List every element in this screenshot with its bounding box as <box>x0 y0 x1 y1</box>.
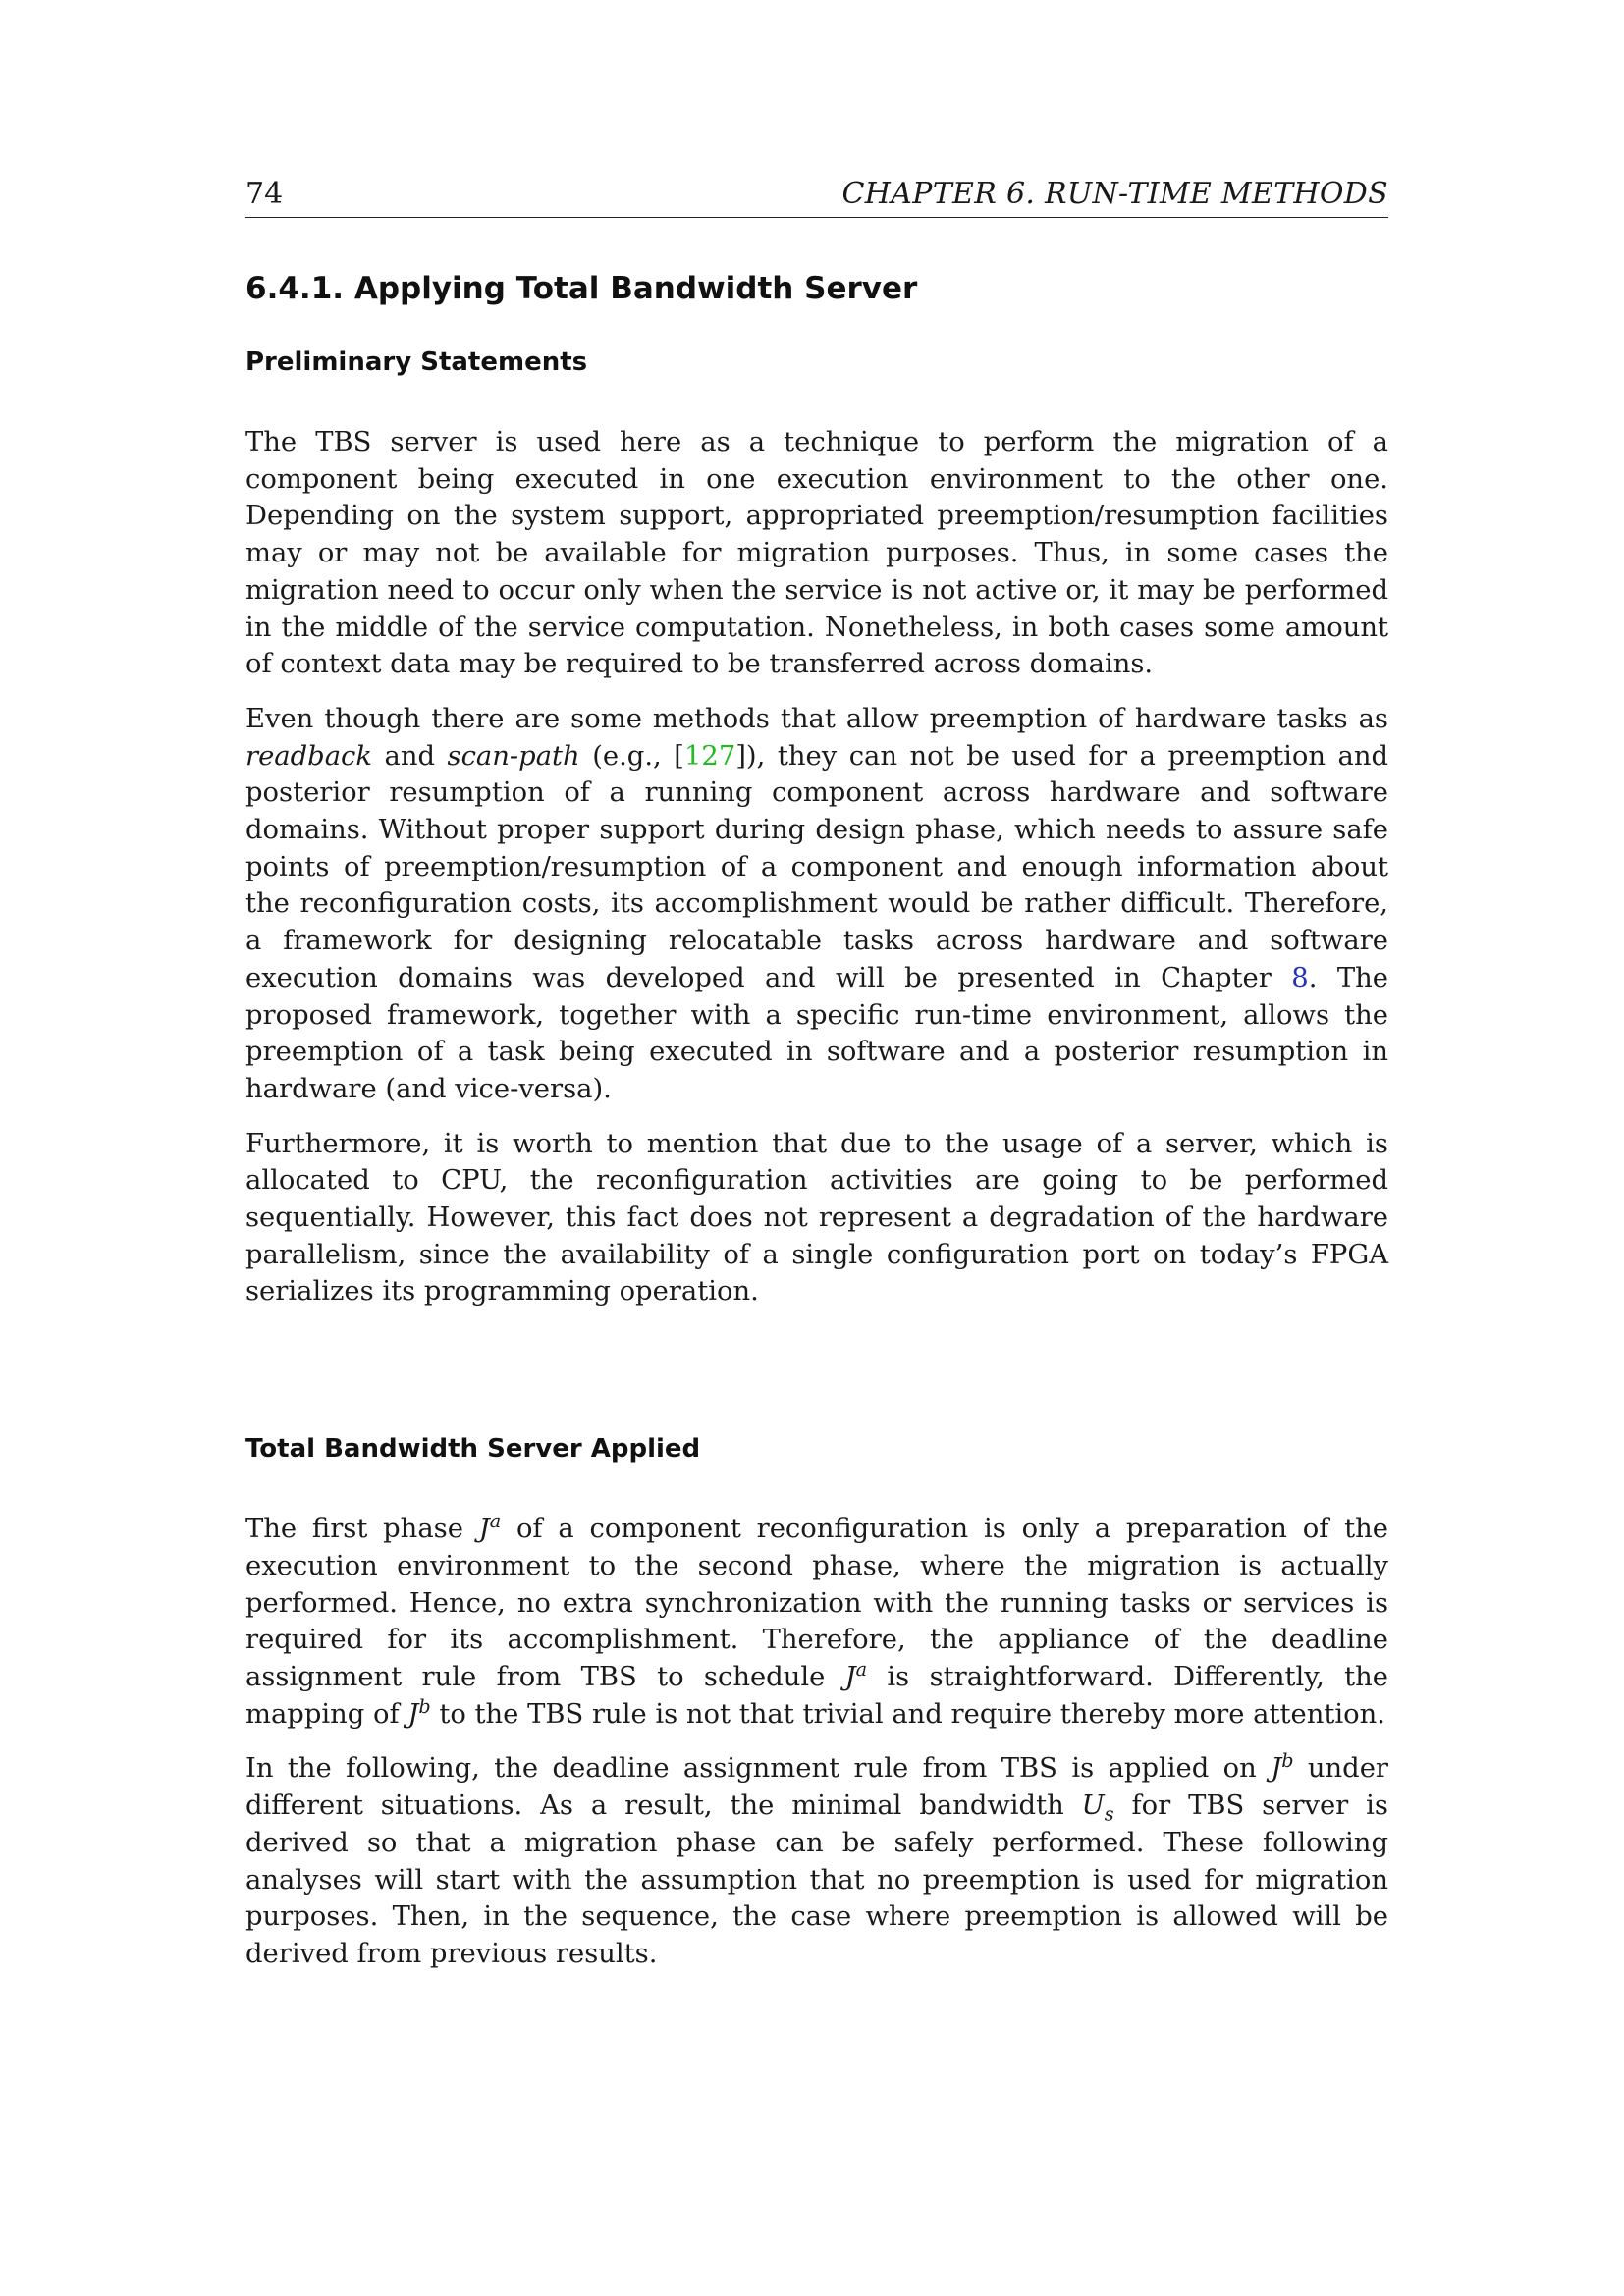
subsection-title-preliminary: Preliminary Statements <box>245 347 588 377</box>
running-header <box>245 177 1388 218</box>
chapter-reference-link[interactable]: 8 <box>1291 962 1309 993</box>
math-symbol: $J^a$ <box>478 1510 502 1545</box>
page-number: 74 <box>245 177 284 211</box>
paragraph: The TBS server is used here as a technique to perform the migration of a component being executed in one execution environment to the other one. Depending on the system support, appropriated preemption/resumption facilities may or may not be available for migration purposes. Thus, in some cases the migration need to occur only when the service is not active or, it may be performed in the middle of the service computation. Nonetheless, in both cases some amount of context data may be required to be transferred across domains. <box>245 427 1388 680</box>
citation-link[interactable]: 127 <box>683 740 736 772</box>
math-symbol: $J^b$ <box>1271 1749 1294 1785</box>
section-title: 6.4.1. Applying Total Bandwidth Server <box>245 271 918 306</box>
chapter-title: CHAPTER 6. RUN-TIME METHODS <box>841 177 1388 211</box>
paragraph: The first phase $J^a$ of a component reconfiguration is only a preparation of the execution environment to the second phase, where the migration is actually performed. Hence, no extra synchronization with the running tasks or services is required for its accomplishment. Therefore, the appliance of the deadline assignment rule from TBS to schedule $J^a$ is straightforward. Differently, the mapping of $J^b$ to the TBS rule is not that trivial and require thereby more attention. <box>245 1510 1389 1730</box>
subsection-title-tbs-applied: Total Bandwidth Server Applied <box>245 1434 701 1465</box>
math-symbol: $U_s$ <box>1081 1790 1114 1826</box>
paragraph: Furthermore, it is worth to mention that due to the usage of a server, which is allocated to CPU, the reconfiguration activities are going to be performed sequentially. However, this fact does not represent a degradation of the hardware parallelism, since the availability of a single configuration port on today’s FPGA serializes its programming operation. <box>245 1128 1388 1308</box>
math-symbol: $J^a$ <box>844 1657 868 1692</box>
math-symbol: $J^b$ <box>407 1694 431 1730</box>
paragraph: In the following, the deadline assignment rule from TBS is applied on $J^b$ under different situations. As a result, the minimal bandwidth $U_s$ for TBS server is derived so that a migration phase can be safely performed. These following analyses will start with the assumption that no preemption is used for migration purposes. Then, in the sequence, the case where preemption is allowed will be derived from previous results. <box>245 1749 1388 1969</box>
paragraph: Even though there are some methods that allow preemption of hardware tasks as readback and scan-path (e.g., [127]), they can not be used for a preemption and posterior resumption of a running component across hardware and software domains. Without proper support during design phase, which needs to assure safe points of preemption/resumption of a component and enough information about the reconfiguration costs, its accomplishment would be rather difficult. Therefore, a framework for designing relocatable tasks across hardware and software execution domains was developed and will be presented in Chapter 8. The proposed framework, together with a specific run-time environment, allows the preemption of a task being executed in software and a posterior resumption in hardware (and vice-versa). <box>245 703 1389 1104</box>
paper-page <box>245 177 1388 1973</box>
